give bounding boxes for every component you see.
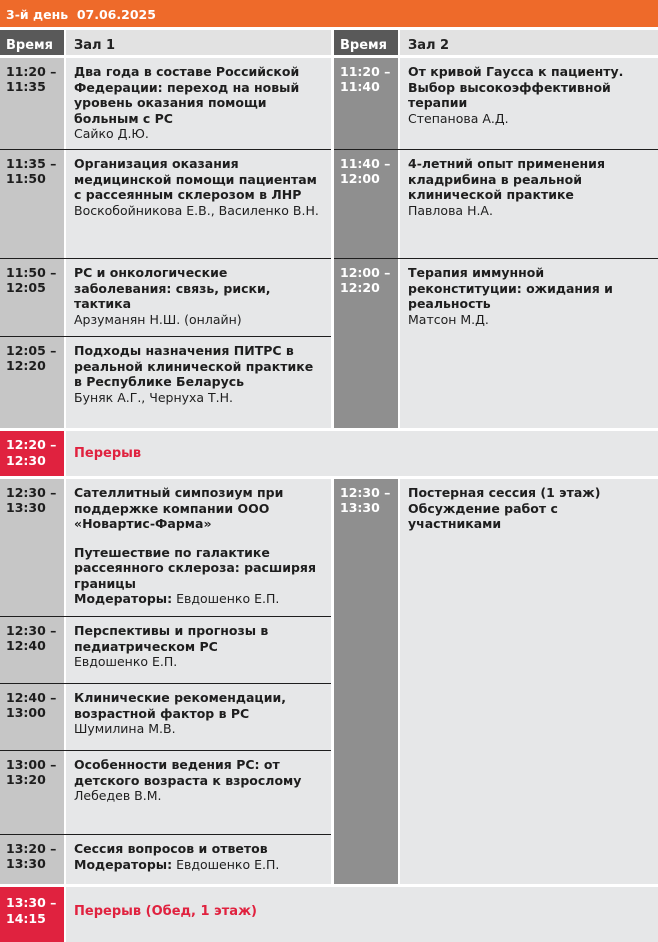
time-start: 11:35 – bbox=[6, 156, 57, 171]
time-cell bbox=[334, 259, 398, 359]
break-time-cell bbox=[0, 887, 64, 942]
time-cell bbox=[0, 479, 64, 616]
time-cell bbox=[0, 337, 64, 428]
time-cell bbox=[0, 751, 64, 834]
day-header bbox=[0, 0, 658, 27]
time-start: 12:20 – bbox=[6, 437, 57, 452]
session-cell bbox=[66, 684, 331, 750]
time-start: 12:30 – bbox=[6, 485, 57, 500]
moderators-name: Евдошенко Е.П. bbox=[176, 856, 280, 872]
time-cell bbox=[0, 835, 64, 884]
time-start: 12:00 – bbox=[340, 265, 391, 280]
time-cell bbox=[0, 150, 64, 258]
session-cell bbox=[400, 150, 658, 258]
time-header-hall2: Время bbox=[334, 30, 398, 55]
symposium-cell bbox=[66, 479, 331, 616]
time-end: 13:00 bbox=[6, 705, 46, 720]
session-title: Перспективы и прогнозы в педиатрическом РС bbox=[74, 623, 269, 654]
session-cell bbox=[400, 58, 658, 149]
session-title: Два года в составе Российской Федерации: переход на новый уровень оказания помощи больным с РС bbox=[74, 64, 300, 126]
session-speaker: Павлова Н.А. bbox=[408, 202, 493, 218]
session-cell bbox=[66, 751, 331, 834]
time-start: 12:05 – bbox=[6, 343, 57, 358]
time-start: 11:20 – bbox=[6, 64, 57, 79]
time-start: 11:40 – bbox=[340, 156, 391, 171]
day-date: 07.06.2025 bbox=[76, 7, 156, 22]
time-end: 12:40 bbox=[6, 638, 46, 653]
symposium-subtitle: Путешествие по галактике рассеянного склероза: расширяя границы bbox=[74, 544, 316, 591]
time-end: 11:50 bbox=[6, 171, 46, 186]
time-cell bbox=[0, 617, 64, 683]
moderators-label: Модераторы: bbox=[74, 591, 173, 606]
session-speaker: Шумилина М.В. bbox=[74, 721, 176, 736]
session-cell bbox=[66, 617, 331, 683]
session-speaker: Степанова А.Д. bbox=[408, 110, 509, 126]
break-time-cell bbox=[0, 431, 64, 476]
session-speaker: Буняк А.Г., Чернуха Т.Н. bbox=[74, 389, 234, 405]
time-end: 11:35 bbox=[6, 79, 46, 94]
time-cell bbox=[0, 684, 64, 750]
session-title: РС и онкологические заболевания: связь, риски, тактика bbox=[74, 265, 271, 311]
session-speaker: Воскобойникова Е.В., Василенко В.Н. bbox=[74, 202, 319, 218]
hall1-header: Зал 1 bbox=[66, 30, 331, 55]
poster-cell bbox=[400, 479, 658, 884]
time-end: 13:30 bbox=[6, 856, 46, 871]
time-end: 12:00 bbox=[340, 171, 380, 186]
session-cell bbox=[400, 259, 658, 359]
moderators-name: Евдошенко Е.П. bbox=[176, 591, 280, 606]
day-title: 3-й день bbox=[6, 7, 69, 22]
break-cell bbox=[66, 431, 658, 476]
time-cell bbox=[334, 150, 398, 258]
session-speaker: Евдошенко Е.П. bbox=[74, 654, 178, 669]
poster-title: Постерная сессия (1 этаж) Обсуждение работ с участниками bbox=[408, 485, 601, 531]
session-title: Клинические рекомендации, возрастной фактор в РС bbox=[74, 690, 286, 721]
time-start: 11:20 – bbox=[340, 64, 391, 79]
time-start: 12:30 – bbox=[340, 485, 391, 500]
session-cell bbox=[66, 259, 331, 336]
time-end: 11:40 bbox=[340, 79, 380, 94]
session-cell bbox=[66, 58, 331, 149]
session-speaker: Сайко Д.Ю. bbox=[74, 126, 149, 141]
time-start: 13:00 – bbox=[6, 757, 57, 772]
time-end: 13:30 bbox=[6, 500, 46, 515]
time-end: 12:20 bbox=[6, 358, 46, 373]
time-end: 14:15 bbox=[6, 911, 46, 926]
symposium-title: Сателлитный симпозиум при поддержке компании ООО «Новартис-Фарма» bbox=[74, 485, 284, 531]
session-speaker: Лебедев В.М. bbox=[74, 788, 162, 803]
session-title: Подходы назначения ПИТРС в реальной клинической практике в Республике Беларусь bbox=[74, 343, 314, 389]
session-cell bbox=[66, 150, 331, 258]
time-start: 11:50 – bbox=[6, 265, 57, 280]
time-end: 13:20 bbox=[6, 772, 46, 787]
session-title: От кривой Гаусса к пациенту. Выбор высокоэффективной терапии bbox=[408, 64, 624, 110]
session-cell bbox=[66, 835, 331, 884]
hall2-header: Зал 2 bbox=[400, 30, 658, 55]
session-speaker: Матсон М.Д. bbox=[408, 311, 489, 327]
time-cell bbox=[0, 58, 64, 149]
session-cell bbox=[66, 337, 331, 428]
session-title: Организация оказания медицинской помощи пациентам с рассеянным склерозом в ЛНР bbox=[74, 156, 317, 202]
break-cell bbox=[66, 887, 658, 942]
session-title: 4-летний опыт применения кладрибина в реальной клинической практике bbox=[408, 156, 605, 202]
time-start: 13:20 – bbox=[6, 841, 57, 856]
break-label: Перерыв (Обед, 1 этаж) bbox=[74, 904, 257, 919]
time-start: 13:30 – bbox=[6, 895, 57, 910]
time-cell bbox=[334, 479, 398, 884]
session-title: Терапия иммунной реконституции: ожидания и реальность bbox=[408, 265, 613, 311]
time-end: 13:30 bbox=[340, 500, 380, 515]
session-title: Сессия вопросов и ответов bbox=[74, 841, 268, 856]
time-end: 12:05 bbox=[6, 280, 46, 295]
session-speaker: Арзуманян Н.Ш. (онлайн) bbox=[74, 311, 242, 327]
session-title: Особенности ведения РС: от детского возраста к взрослому bbox=[74, 757, 302, 788]
time-header-hall1: Время bbox=[0, 30, 64, 55]
time-cell bbox=[334, 58, 398, 149]
time-start: 12:30 – bbox=[6, 623, 57, 638]
time-end: 12:30 bbox=[6, 453, 46, 468]
time-end: 12:20 bbox=[340, 280, 380, 295]
moderators-label: Модераторы: bbox=[74, 856, 173, 872]
time-cell bbox=[0, 259, 64, 336]
time-start: 12:40 – bbox=[6, 690, 57, 705]
break-label: Перерыв bbox=[74, 446, 142, 461]
